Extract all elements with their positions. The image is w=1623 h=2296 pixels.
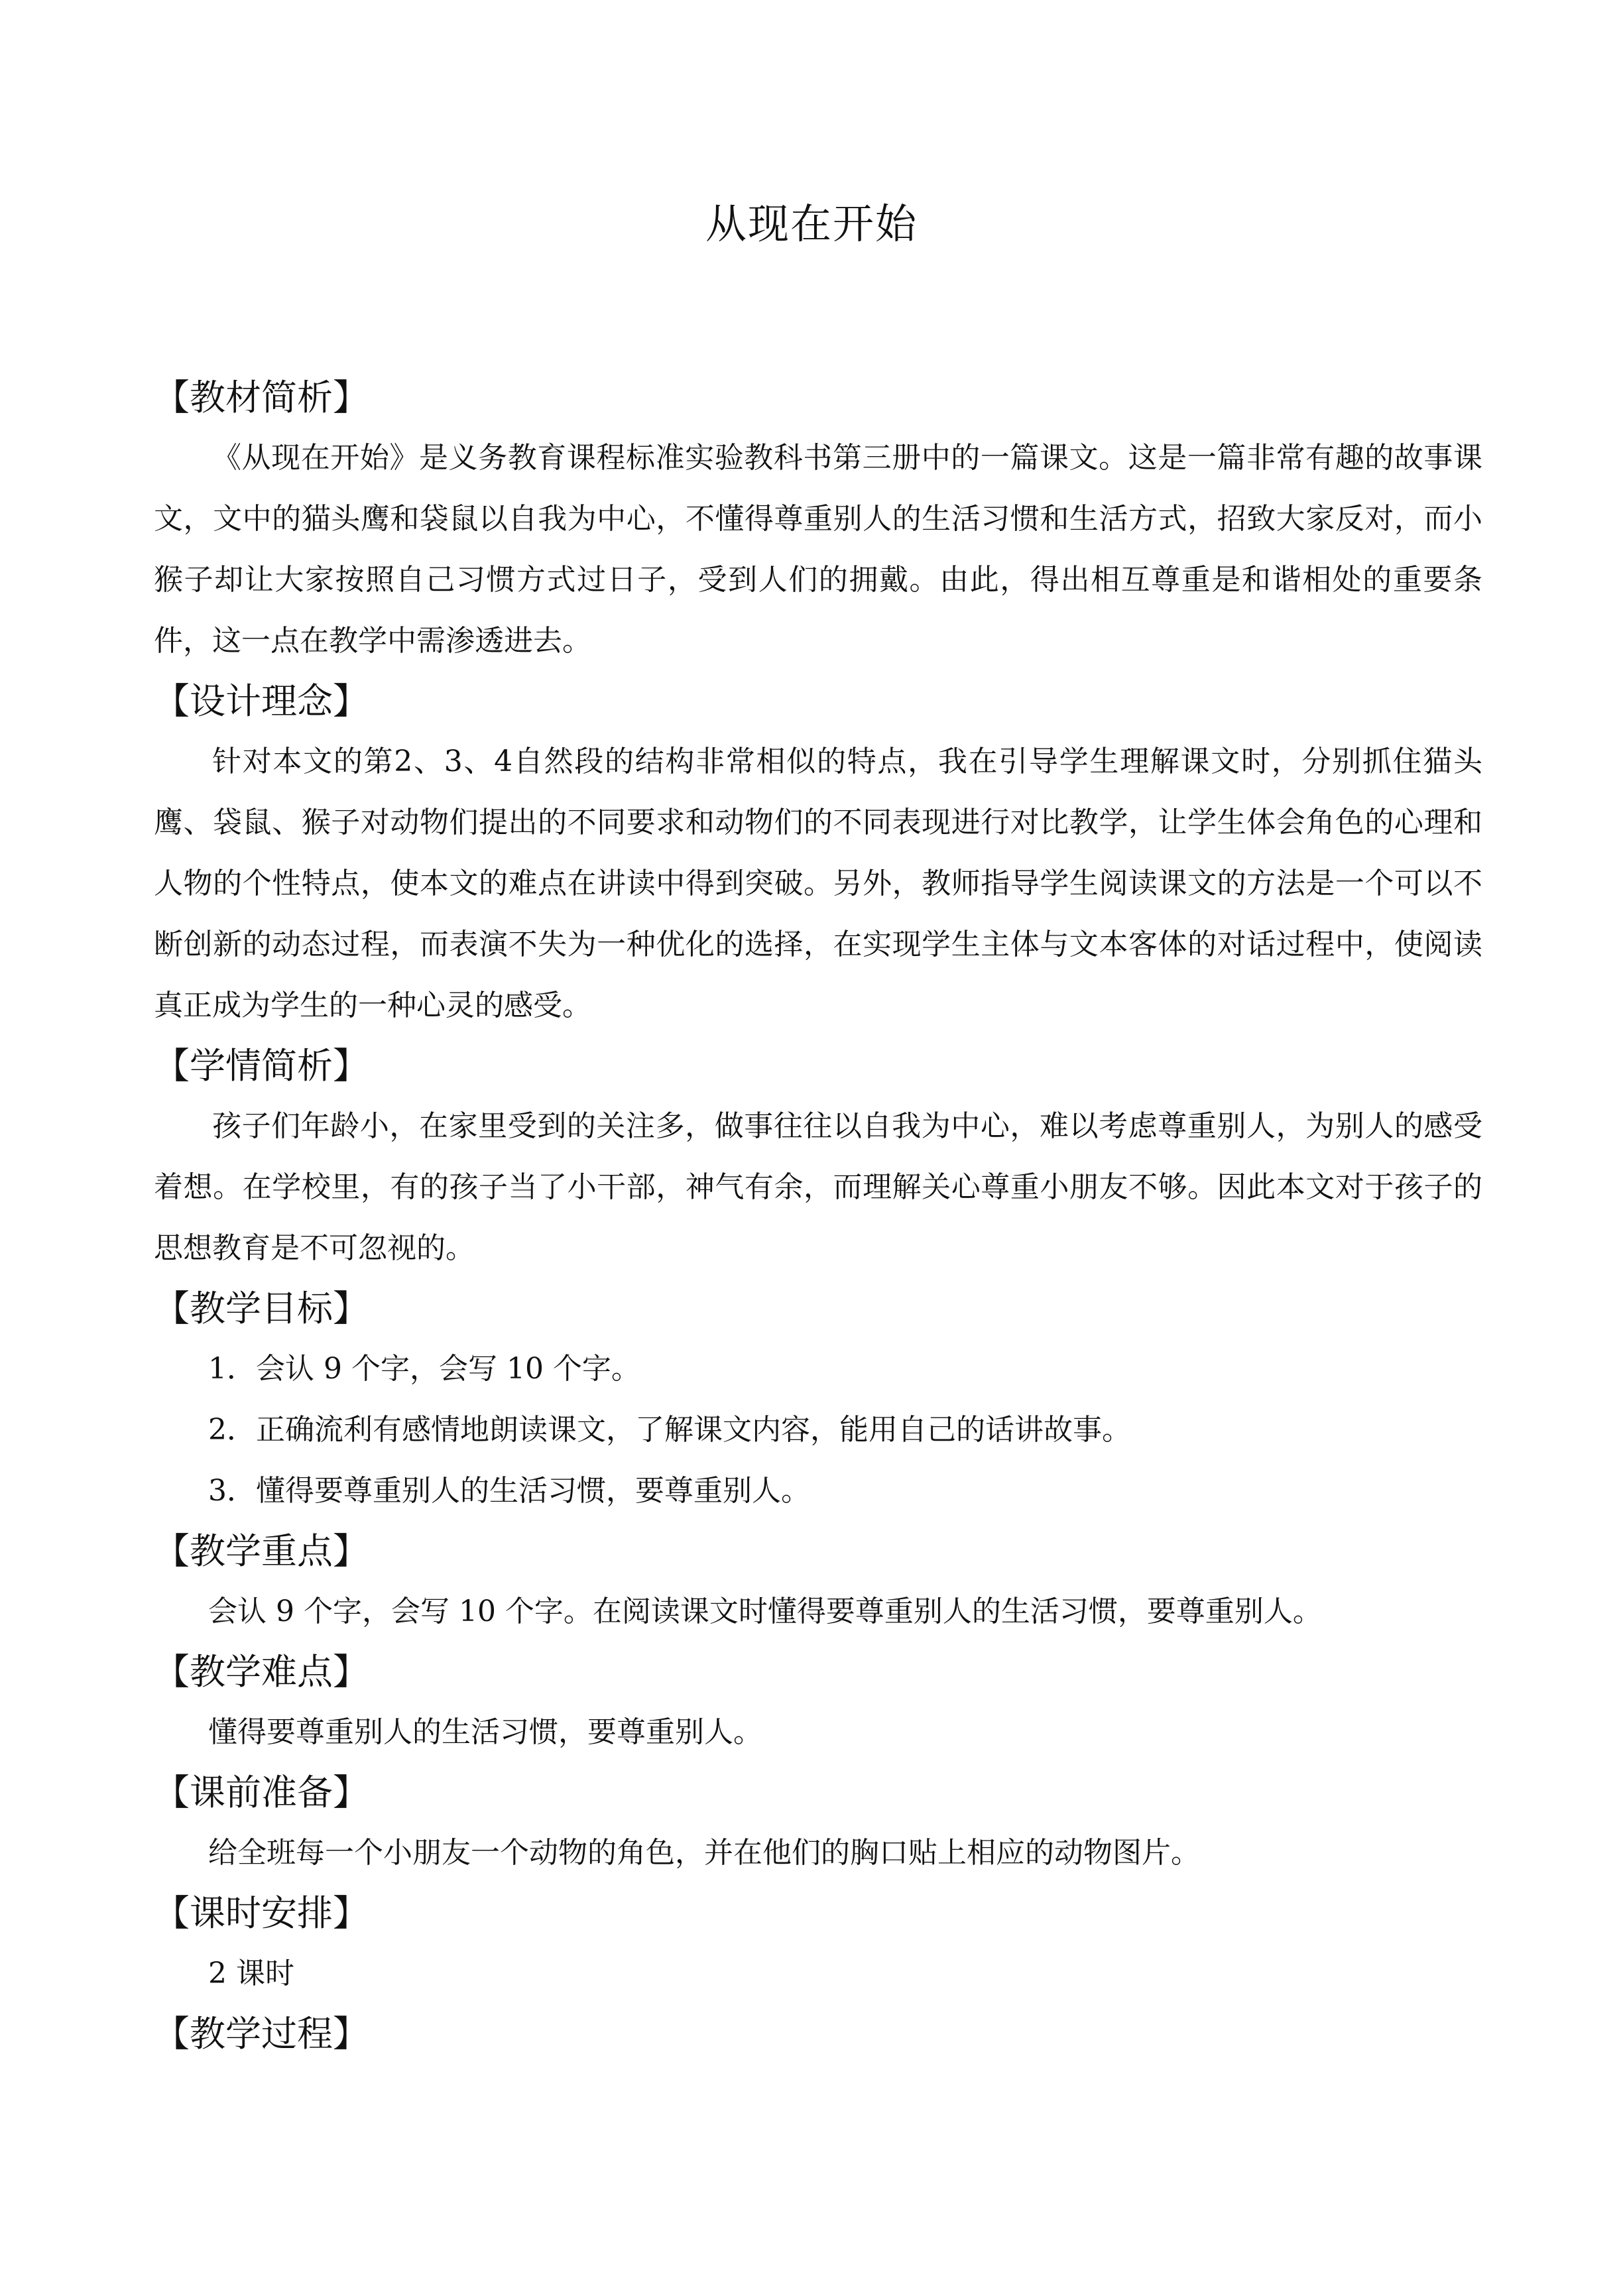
section-heading-schedule: 【课时安排】 — [154, 1892, 369, 1934]
objective-item: 1．会认 9 个字，会写 10 个字。 — [208, 1352, 640, 1386]
section-heading-material-analysis: 【教材简析】 — [154, 377, 369, 418]
schedule-text: 2 课时 — [208, 1957, 294, 1990]
section-heading-preparation: 【课前准备】 — [154, 1772, 369, 1813]
document-body — [154, 375, 1482, 2064]
objective-item: 2．正确流利有感情地朗读课文，了解课文内容，能用自己的话讲故事。 — [208, 1413, 1131, 1447]
section-heading-teaching-objectives: 【教学目标】 — [154, 1288, 369, 1329]
section-heading-design-concept: 【设计理念】 — [154, 680, 369, 722]
preparation-text: 给全班每一个小朋友一个动物的角色，并在他们的胸口贴上相应的动物图片。 — [208, 1836, 1200, 1870]
student-analysis-text: 孩子们年龄小，在家里受到的关注多，做事往往以自我为中心，难以考虑尊重别人，为别人的感受着想。在学校里，有的孩子当了小干部，神气有余，而理解关心尊重小朋友不够。因此本文对于孩子的思想教育是不可忽视的。 — [154, 1109, 1482, 1265]
section-heading-key-points: 【教学重点】 — [154, 1530, 369, 1572]
section-heading-difficulties: 【教学难点】 — [154, 1651, 369, 1693]
section-heading-teaching-process: 【教学过程】 — [154, 2013, 369, 2055]
page-title: 从现在开始 — [705, 200, 918, 248]
material-analysis-text: 《从现在开始》是义务教育课程标准实验教科书第三册中的一篇课文。这是一篇非常有趣的故事课文，文中的猫头鹰和袋鼠以自我为中心，不懂得尊重别人的生活习惯和生活方式，招致大家反对，而小猴子却让大家按照自己习惯方式过日子，受到人们的拥戴。由此，得出相互尊重是和谐相处的重要条件，这一点在教学中需渗透进去。 — [154, 441, 1482, 658]
objective-item: 3．懂得要尊重别人的生活习惯，要尊重别人。 — [208, 1474, 810, 1508]
section-heading-student-analysis: 【学情简析】 — [154, 1045, 369, 1087]
difficulties-text: 懂得要尊重别人的生活习惯，要尊重别人。 — [208, 1715, 762, 1749]
design-concept-text: 针对本文的第2、3、4自然段的结构非常相似的特点，我在引导学生理解课文时，分别抓住猫头鹰、袋鼠、猴子对动物们提出的不同要求和动物们的不同表现进行对比教学，让学生体会角色的心理和人物的个性特点，使本文的难点在讲读中得到突破。另外，教师指导学生阅读课文的方法是一个可以不断创新的动态过程，而表演不失为一种优化的选择，在实现学生主体与文本客体的对话过程中，使阅读真正成为学生的一种心灵的感受。 — [154, 745, 1482, 1022]
key-points-text: 会认 9 个字，会写 10 个字。在阅读课文时懂得要尊重别人的生活习惯，要尊重别人。 — [208, 1595, 1322, 1628]
